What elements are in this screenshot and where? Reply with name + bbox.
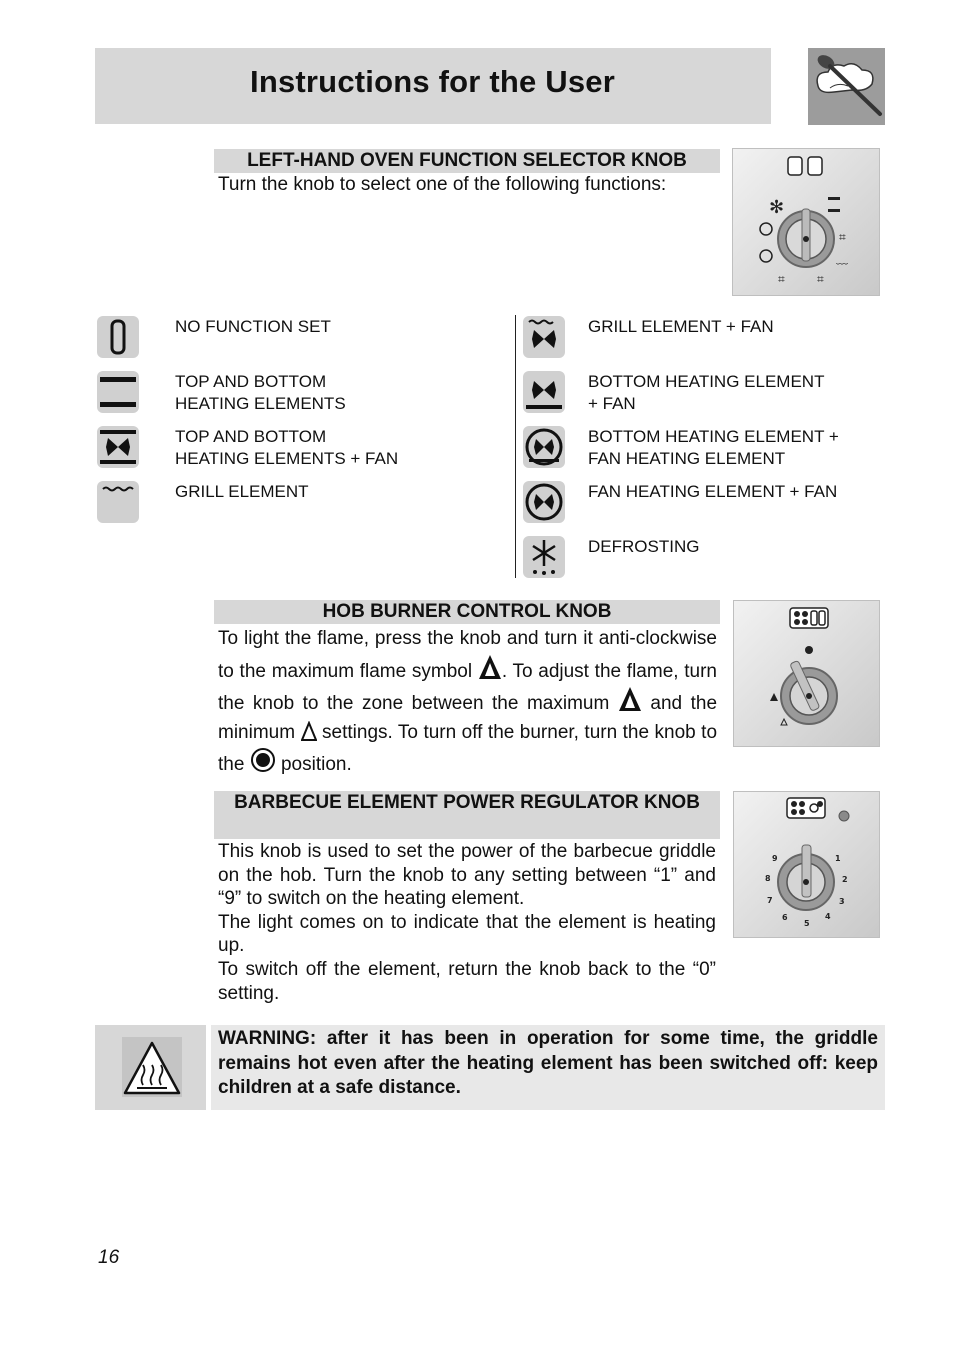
function-label: TOP AND BOTTOM HEATING ELEMENTS + FAN bbox=[175, 427, 399, 468]
oven-function-heading: LEFT-HAND OVEN FUNCTION SELECTOR KNOB bbox=[214, 149, 720, 173]
hot-surface-warning-icon bbox=[95, 1025, 206, 1110]
grill-fan-icon bbox=[523, 316, 565, 358]
bbq-paragraph: This knob is used to set the power of the barbecue griddle on the hob. Turn the knob to any setting between “1” and “9” to switch on the heating element. bbox=[218, 841, 716, 910]
bbq-paragraph: To switch off the element, return the knob back to the “0” setting. bbox=[218, 958, 716, 1004]
function-label: GRILL ELEMENT + FAN bbox=[588, 317, 774, 336]
oven-selector-knob-image bbox=[732, 148, 880, 296]
svg-text:⌗: ⌗ bbox=[839, 230, 846, 244]
bottom-fan-element-icon bbox=[523, 426, 565, 468]
no-function-icon bbox=[97, 316, 139, 358]
max-flame-icon bbox=[618, 686, 642, 712]
dial-number: 9 bbox=[772, 854, 778, 863]
hob-text-part: and the minimum bbox=[218, 693, 718, 743]
dial-number: 1 bbox=[835, 854, 841, 863]
top-bottom-fan-icon bbox=[97, 426, 139, 468]
chef-hat-spoon-icon bbox=[808, 48, 885, 125]
defrost-icon bbox=[523, 536, 565, 578]
svg-text:✻: ✻ bbox=[769, 197, 785, 218]
dial-number: 3 bbox=[839, 897, 845, 906]
off-position-icon bbox=[250, 747, 276, 773]
function-label: DEFROSTING bbox=[588, 537, 700, 556]
bbq-text bbox=[218, 840, 716, 1005]
grill-element-icon bbox=[97, 481, 139, 523]
function-label: BOTTOM HEATING ELEMENT + FAN bbox=[588, 372, 825, 413]
top-bottom-elements-icon bbox=[97, 371, 139, 413]
svg-text:⌗: ⌗ bbox=[817, 272, 824, 286]
min-flame-icon bbox=[301, 721, 317, 741]
dial-number: 8 bbox=[765, 874, 771, 883]
bottom-fan-icon bbox=[523, 371, 565, 413]
hob-text-part: settings. To turn off the burner, turn the knob to the bbox=[218, 721, 718, 775]
warning-text: WARNING: after it has been in operation for some time, the griddle remains hot even after the heating element has been switched off: keep children at a safe distance. bbox=[218, 1028, 878, 1098]
dial-number: 5 bbox=[804, 919, 810, 928]
function-label: GRILL ELEMENT bbox=[175, 482, 309, 501]
dial-number: 2 bbox=[842, 875, 848, 884]
bbq-heading: BARBECUE ELEMENT POWER REGULATOR KNOB bbox=[214, 791, 720, 839]
dial-number: 7 bbox=[767, 896, 773, 905]
hob-text-part: To light the flame, press the knob and turn it anti-clockwise to the maximum flame symbol bbox=[218, 628, 717, 682]
max-flame-icon bbox=[478, 654, 502, 680]
hob-text-part: . To adjust the flame, turn the knob to the zone between the maximum bbox=[218, 660, 717, 714]
oven-function-intro: Turn the knob to select one of the following functions: bbox=[218, 174, 667, 195]
hob-knob-image bbox=[733, 600, 880, 747]
dial-number: 4 bbox=[825, 912, 831, 921]
hob-text-part: position. bbox=[280, 754, 352, 775]
bbq-knob-image bbox=[733, 791, 880, 938]
function-label: FAN HEATING ELEMENT + FAN bbox=[588, 482, 838, 501]
fan-element-icon bbox=[523, 481, 565, 523]
dial-number: 6 bbox=[782, 913, 788, 922]
hob-burner-text bbox=[218, 625, 717, 780]
function-label: BOTTOM HEATING ELEMENT + FAN HEATING ELEMENT bbox=[588, 427, 839, 468]
svg-text:⌗: ⌗ bbox=[778, 272, 785, 286]
bbq-paragraph: The light comes on to indicate that the element is heating up. bbox=[218, 911, 716, 957]
page-number: 16 bbox=[98, 1247, 120, 1268]
column-divider bbox=[515, 315, 516, 578]
hob-burner-heading: HOB BURNER CONTROL KNOB bbox=[214, 600, 720, 624]
function-label: NO FUNCTION SET bbox=[175, 317, 331, 336]
warning-icon-box bbox=[95, 1025, 206, 1110]
page-title: Instructions for the User bbox=[250, 64, 615, 99]
function-label: TOP AND BOTTOM HEATING ELEMENTS bbox=[175, 372, 346, 413]
svg-text:﹏: ﹏ bbox=[836, 252, 849, 266]
